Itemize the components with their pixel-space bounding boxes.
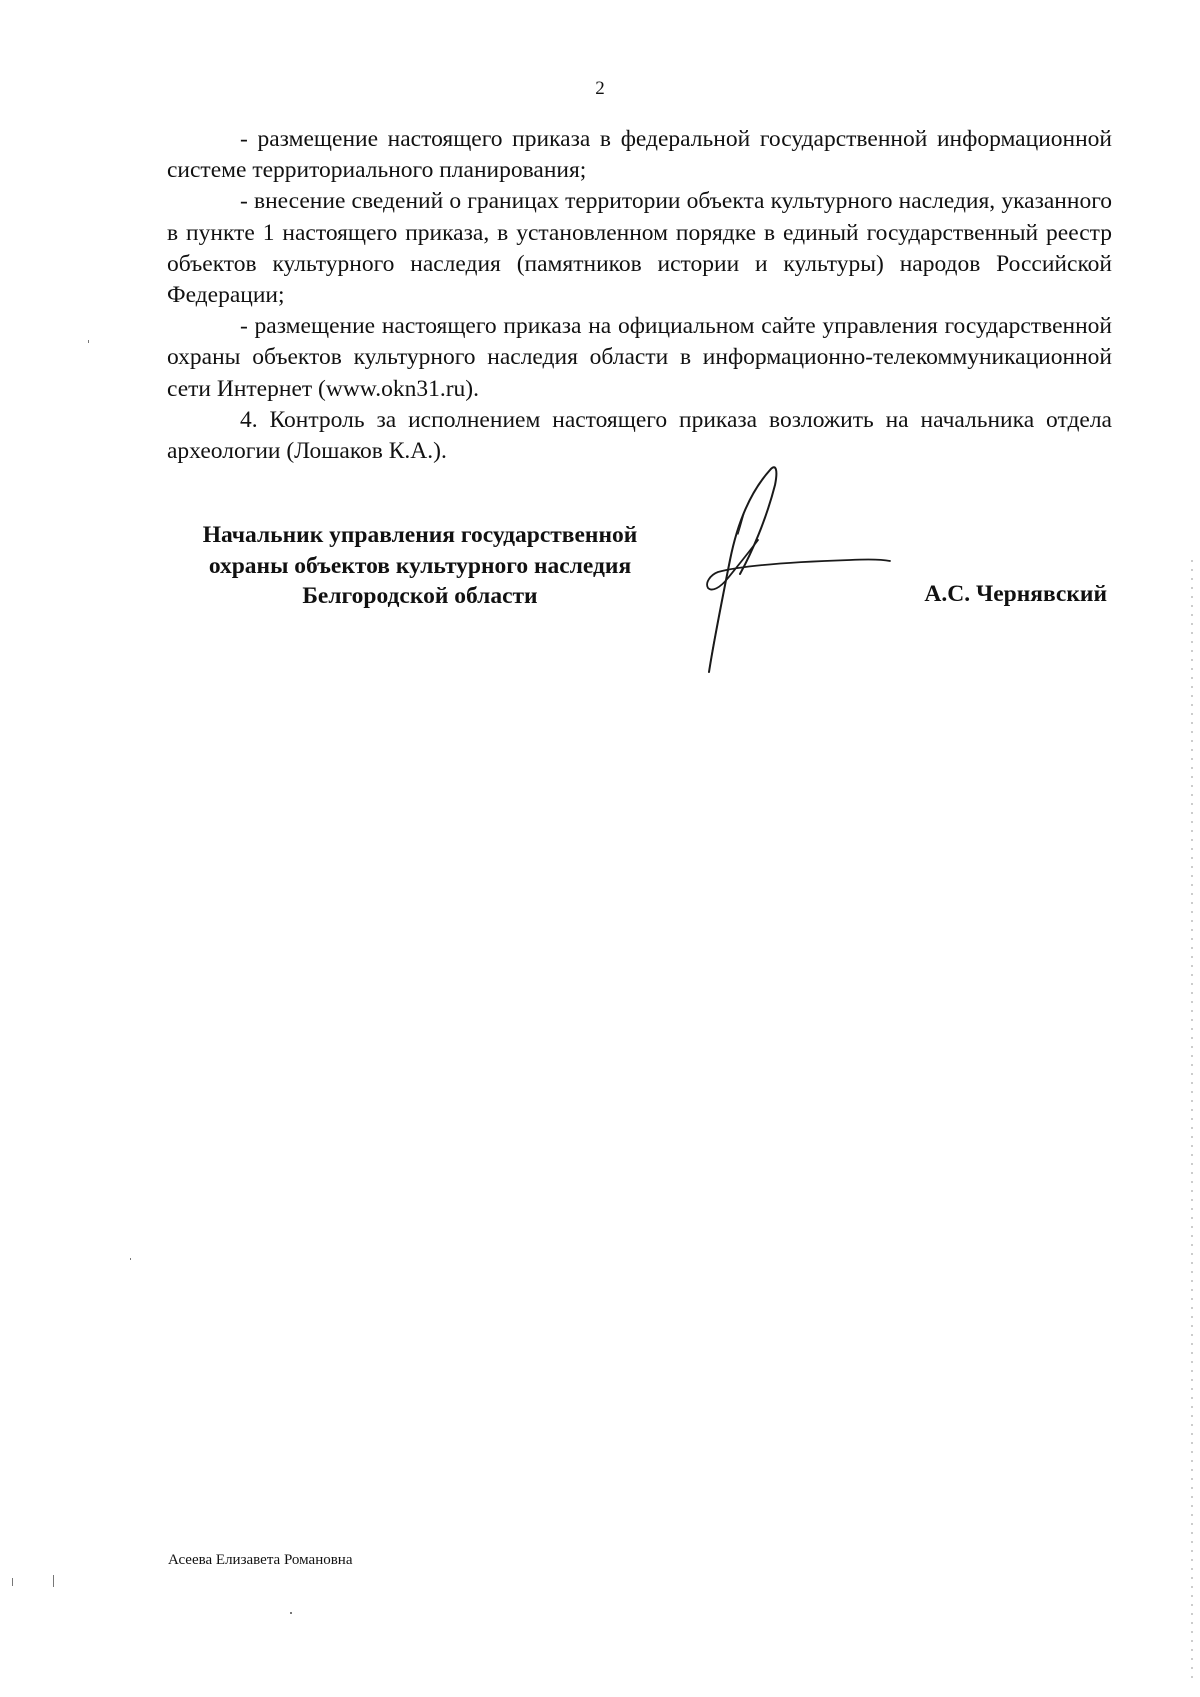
signer-name: А.С. Чернявский	[924, 581, 1107, 607]
paragraph: - внесение сведений о границах территории объекта культурного наследия, указанного в пункте 1 настоящего приказа, в установленном порядке в единый государственный реестр объектов культурного наследия (памятников истории и культуры) народов Российской Федерации;	[167, 188, 1112, 309]
paragraph: 4. Контроль за исполнением настоящего приказа возложить на начальника отдела археологии (Лошаков К.А.).	[167, 406, 1112, 465]
page-number: 2	[595, 78, 605, 99]
paragraph: - размещение настоящего приказа в федеральной государственной информационной системе территориального планирования;	[167, 126, 1112, 184]
signatory-position-line: охраны объектов культурного наследия	[208, 552, 632, 579]
paragraph: - размещение настоящего приказа на официальном сайте управления государственной охраны объектов культурного наследия области в информационно-телекоммуникационной сети Интернет (www.okn31.ru).	[167, 313, 1112, 402]
executor-name: Асеева Елизавета Романовна	[168, 1552, 353, 1568]
signatory-position-line: Начальник управления государственной	[202, 522, 638, 548]
signatory-position-line: Белгородской области	[302, 583, 538, 609]
